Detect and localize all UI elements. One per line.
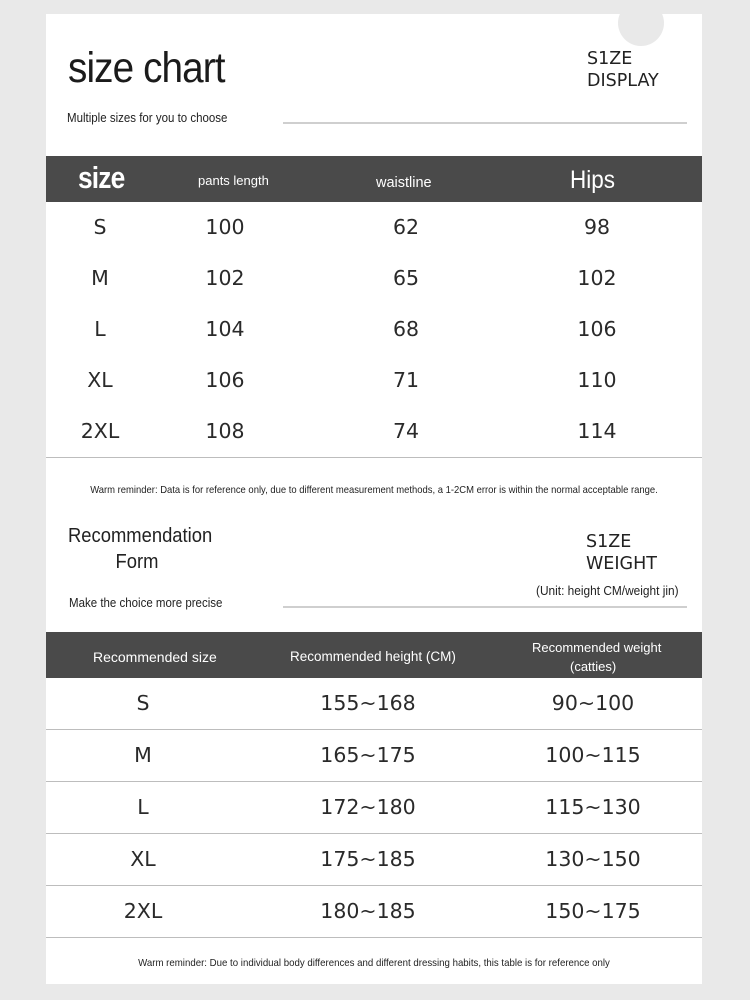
recommendation-table-header — [46, 632, 702, 678]
table-row — [46, 202, 702, 254]
waistline-cell: 74 — [392, 419, 420, 443]
recommended-size-cell: 2XL — [123, 899, 163, 923]
recommended-size-cell: S — [136, 691, 150, 715]
header-recommended-weight: Recommended weight — [532, 640, 662, 655]
recommended-height-cell: 172~180 — [320, 795, 416, 819]
recommended-weight-cell: 100~115 — [545, 743, 641, 767]
hips-cell: 102 — [577, 266, 617, 290]
divider-line — [283, 122, 687, 124]
pants-length-cell: 100 — [205, 215, 245, 239]
table-row — [46, 253, 702, 305]
recommendation-reminder: Warm reminder: Due to individual body differences and different dressing habits, this table is for reference only — [138, 957, 610, 969]
tag-line-2: DISPLAY — [587, 71, 659, 91]
size-cell: S — [93, 215, 107, 239]
recommendation-title — [68, 523, 213, 575]
tag-line-2: WEIGHT — [586, 554, 657, 574]
size-cell: XL — [87, 368, 113, 392]
header-recommended-height: Recommended height (CM) — [290, 649, 456, 664]
hips-cell: 98 — [583, 215, 611, 239]
size-display-tag — [587, 48, 659, 92]
corner-notch — [618, 0, 664, 46]
table-row — [46, 678, 702, 730]
recommended-size-cell: L — [137, 795, 149, 819]
size-chart-subtitle: Multiple sizes for you to choose — [67, 111, 228, 125]
pants-length-cell: 102 — [205, 266, 245, 290]
recommended-height-cell: 180~185 — [320, 899, 416, 923]
recommendation-subtitle: Make the choice more precise — [69, 596, 223, 610]
size-weight-tag — [586, 531, 657, 575]
pants-length-cell: 106 — [205, 368, 245, 392]
table-row — [46, 834, 702, 886]
header-recommended-size: Recommended size — [93, 649, 217, 665]
hips-cell: 114 — [577, 419, 617, 443]
table-row — [46, 406, 702, 458]
hips-cell: 106 — [577, 317, 617, 341]
tag-line-1: S1ZE — [586, 532, 632, 552]
header-weight-unit: (catties) — [570, 659, 617, 674]
table-row — [46, 782, 702, 834]
waistline-cell: 65 — [392, 266, 420, 290]
recommended-size-cell: M — [134, 743, 152, 767]
waistline-cell: 68 — [392, 317, 420, 341]
recommendation-title-line-2: Form — [115, 551, 159, 573]
recommended-weight-cell: 150~175 — [545, 899, 641, 923]
hips-cell: 110 — [577, 368, 617, 392]
size-cell: L — [94, 317, 106, 341]
recommendation-title-line-1: Recommendation — [68, 525, 213, 547]
table-row — [46, 886, 702, 938]
unit-note: (Unit: height CM/weight jin) — [536, 584, 679, 598]
tag-line-1: S1ZE — [587, 49, 633, 69]
pants-length-cell: 104 — [205, 317, 245, 341]
size-chart-card — [46, 14, 702, 984]
size-cell: 2XL — [80, 419, 120, 443]
recommended-height-cell: 175~185 — [320, 847, 416, 871]
recommended-weight-cell: 90~100 — [551, 691, 635, 715]
size-chart-title: size chart — [68, 44, 225, 92]
divider-line — [283, 606, 687, 608]
recommended-height-cell: 155~168 — [320, 691, 416, 715]
size-chart-reminder: Warm reminder: Data is for reference only, due to different measurement methods, a 1-2CM error is within the normal acceptable range. — [90, 484, 658, 496]
header-size: size — [78, 160, 125, 195]
header-pants-length: pants length — [198, 173, 269, 188]
waistline-cell: 62 — [392, 215, 420, 239]
table-row — [46, 730, 702, 782]
table-row — [46, 355, 702, 407]
recommended-height-cell: 165~175 — [320, 743, 416, 767]
header-waistline: waistline — [376, 175, 432, 191]
recommended-weight-cell: 130~150 — [545, 847, 641, 871]
pants-length-cell: 108 — [205, 419, 245, 443]
table-row — [46, 304, 702, 356]
waistline-cell: 71 — [392, 368, 420, 392]
recommended-weight-cell: 115~130 — [545, 795, 641, 819]
size-table-header — [46, 156, 702, 202]
recommended-size-cell: XL — [130, 847, 156, 871]
header-hips: Hips — [570, 166, 616, 194]
size-cell: M — [91, 266, 109, 290]
